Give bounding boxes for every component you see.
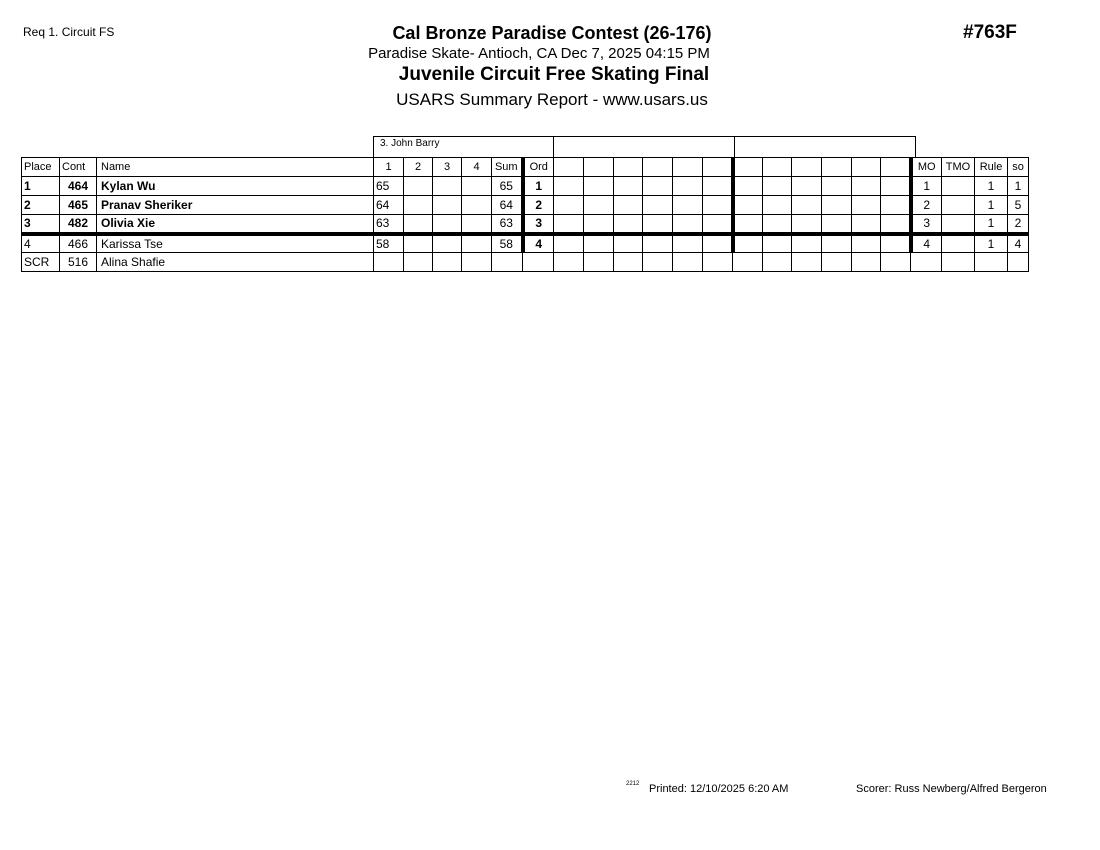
judge-panel-2 — [553, 136, 735, 157]
rule-cell — [975, 253, 1008, 272]
score-cell — [462, 215, 492, 234]
score-cell: 65 — [374, 177, 404, 196]
score-cell — [462, 177, 492, 196]
ord-cell: 3 — [523, 215, 554, 234]
score-cell — [433, 215, 462, 234]
ord-header: Ord — [523, 158, 554, 177]
judge-score-header-3: 3 — [433, 158, 462, 177]
cont-header: Cont — [60, 158, 97, 177]
score-cell: 63 — [374, 215, 404, 234]
name-cell: Olivia Xie — [97, 215, 374, 234]
mo-cell: 3 — [911, 215, 942, 234]
ord-cell: 1 — [523, 177, 554, 196]
score-cell — [404, 234, 433, 253]
location-date: Paradise Skate- Antioch, CA Dec 7, 2025 04:15 PM — [368, 45, 710, 62]
report-code: 2212 — [626, 781, 640, 787]
contest-title: Cal Bronze Paradise Contest (26-176) — [392, 23, 712, 43]
place-cell: SCR — [22, 253, 60, 272]
name-cell: Pranav Sheriker — [97, 196, 374, 215]
rule-cell: 1 — [975, 234, 1008, 253]
sum-cell: 58 — [492, 234, 523, 253]
name-cell: Karissa Tse — [97, 234, 374, 253]
name-header: Name — [97, 158, 374, 177]
table-header-row — [22, 158, 1029, 177]
sum-cell: 63 — [492, 215, 523, 234]
score-cell — [404, 177, 433, 196]
score-cell: 58 — [374, 234, 404, 253]
rule-cell: 1 — [975, 196, 1008, 215]
table-row — [22, 196, 1029, 215]
name-cell: Kylan Wu — [97, 177, 374, 196]
mo-cell — [911, 253, 942, 272]
score-cell — [404, 215, 433, 234]
score-cell — [433, 234, 462, 253]
mo-cell: 2 — [911, 196, 942, 215]
judge-name: 3. John Barry — [380, 138, 440, 149]
sum-cell — [492, 253, 523, 272]
cont-cell: 464 — [60, 177, 97, 196]
score-cell — [462, 196, 492, 215]
tmo-header: TMO — [942, 158, 975, 177]
score-cell — [433, 177, 462, 196]
judge-panel-3 — [734, 136, 916, 157]
place-cell: 4 — [22, 234, 60, 253]
tmo-cell — [942, 196, 975, 215]
table-row — [22, 177, 1029, 196]
ord-cell: 2 — [523, 196, 554, 215]
results-table — [21, 157, 1029, 272]
so-cell: 4 — [1008, 234, 1029, 253]
mo-header: MO — [911, 158, 942, 177]
event-number-badge: #763F — [963, 22, 1017, 43]
printed-timestamp: Printed: 12/10/2025 6:20 AM — [649, 783, 789, 795]
ord-cell — [523, 253, 554, 272]
rule-cell: 1 — [975, 177, 1008, 196]
rule-header: Rule — [975, 158, 1008, 177]
score-cell — [462, 234, 492, 253]
table-row — [22, 253, 1029, 272]
place-cell: 1 — [22, 177, 60, 196]
requirement-label: Req 1. Circuit FS — [23, 25, 115, 39]
table-row — [22, 215, 1029, 234]
so-header: so — [1008, 158, 1029, 177]
so-cell: 1 — [1008, 177, 1029, 196]
sum-header: Sum — [492, 158, 523, 177]
name-cell: Alina Shafie — [97, 253, 374, 272]
score-cell — [433, 196, 462, 215]
judge-score-header-4: 4 — [462, 158, 492, 177]
score-cell: 64 — [374, 196, 404, 215]
place-cell: 2 — [22, 196, 60, 215]
tmo-cell — [942, 234, 975, 253]
score-cell — [433, 253, 462, 272]
tmo-cell — [942, 177, 975, 196]
judge-panel-1 — [373, 136, 554, 157]
place-cell: 3 — [22, 215, 60, 234]
so-cell — [1008, 253, 1029, 272]
score-cell — [462, 253, 492, 272]
mo-cell: 4 — [911, 234, 942, 253]
report-title: USARS Summary Report - www.usars.us — [396, 90, 708, 109]
sum-cell: 64 — [492, 196, 523, 215]
table-row — [22, 234, 1029, 253]
scorer-label: Scorer: Russ Newberg/Alfred Bergeron — [856, 783, 1047, 795]
score-cell — [404, 196, 433, 215]
mo-cell: 1 — [911, 177, 942, 196]
sum-cell: 65 — [492, 177, 523, 196]
judge-score-header-1: 1 — [374, 158, 404, 177]
rule-cell: 1 — [975, 215, 1008, 234]
score-cell — [404, 253, 433, 272]
cont-cell: 482 — [60, 215, 97, 234]
so-cell: 5 — [1008, 196, 1029, 215]
so-cell: 2 — [1008, 215, 1029, 234]
cont-cell: 516 — [60, 253, 97, 272]
place-header: Place — [22, 158, 60, 177]
score-cell — [374, 253, 404, 272]
judge-score-header-2: 2 — [404, 158, 433, 177]
tmo-cell — [942, 215, 975, 234]
event-title: Juvenile Circuit Free Skating Final — [398, 64, 710, 85]
cont-cell: 466 — [60, 234, 97, 253]
tmo-cell — [942, 253, 975, 272]
ord-cell: 4 — [523, 234, 554, 253]
cont-cell: 465 — [60, 196, 97, 215]
